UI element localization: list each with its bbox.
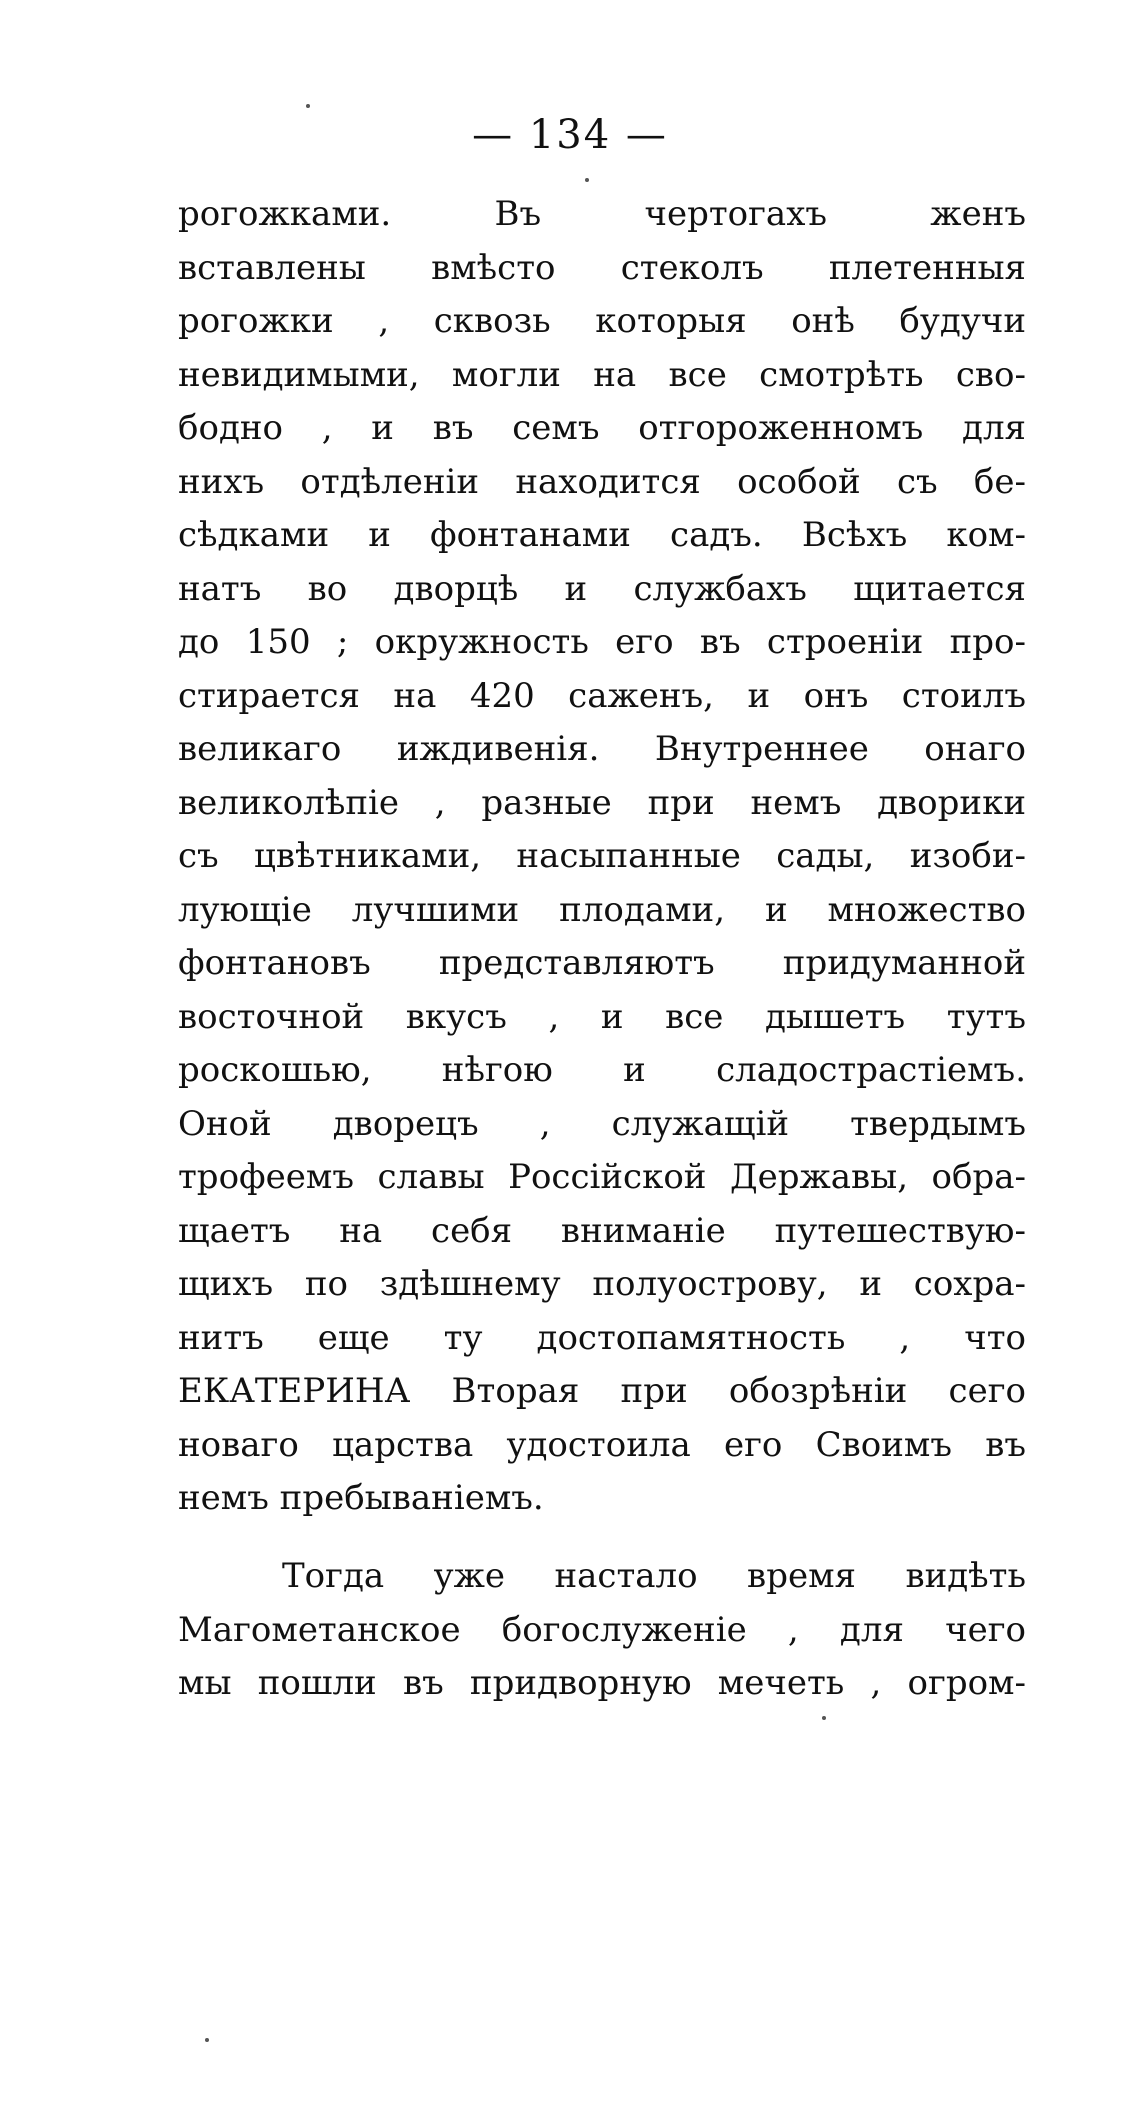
text-line: великолѣпiе , разные при немъ дворики [178, 782, 1026, 823]
print-speck [822, 1716, 826, 1720]
page-number: — 134 — [472, 112, 668, 158]
print-speck [205, 2038, 209, 2042]
text-line: невидимыми, могли на все смотрѣть сво- [178, 354, 1026, 395]
text-line: бодно , и въ семъ отгороженномъ для [178, 408, 1026, 448]
text-line: рогожками. Въ чертогахъ женъ [178, 194, 1026, 234]
text-line: роскошью, нѣгою и сладострастiемъ. [178, 1050, 1026, 1090]
print-speck [585, 178, 589, 182]
print-speck [306, 104, 310, 108]
text-line: нитъ еще ту достопамятность , что [178, 1317, 1026, 1358]
text-line: рогожки , сквозь которыя онѣ будучи [178, 301, 1026, 341]
text-line: трофеемъ славы Россiйской Державы, обра- [178, 1157, 1026, 1197]
text-line: съ цвѣтниками, насыпанные сады, изоби- [178, 836, 1026, 876]
paragraph-1 [178, 188, 1026, 1526]
text-line: стирается на 420 саженъ, и онъ стоилъ [178, 675, 1026, 716]
text-line: Оной дворецъ , служащiй твердымъ [178, 1103, 1026, 1144]
text-line: щаетъ на себя вниманiе путешествую- [178, 1210, 1026, 1251]
text-line: до 150 ; окружность его въ строенiи про- [178, 622, 1026, 662]
text-line: немъ пребыванiемъ. [178, 1478, 544, 1518]
text-line: сѣдками и фонтанами садъ. Всѣхъ ком- [178, 515, 1026, 555]
text-line: лующiе лучшими плодами, и множество [178, 889, 1026, 930]
text-line: фонтановъ представляютъ придуманной [178, 943, 1026, 983]
text-line: натъ во дворцѣ и службахъ щитается [178, 568, 1026, 609]
text-line: ЕКАТЕРИНА Вторая при обозрѣнiи сего [178, 1371, 1026, 1411]
text-line: новаго царства удостоила его Своимъ въ [178, 1424, 1026, 1465]
text-line: мы пошли въ придворную мечеть , огром- [178, 1663, 1026, 1703]
paragraph-2 [178, 1550, 1026, 1711]
text-line: Тогда уже настало время видѣть [282, 1556, 1026, 1596]
text-line: восточной вкусъ , и все дышетъ тутъ [178, 996, 1026, 1037]
text-line: Магометанское богослуженiе , для чего [178, 1609, 1026, 1650]
text-line: великаго иждивенiя. Внутреннее онаго [178, 729, 1026, 769]
text-line: вставлены вмѣсто стеколъ плетенныя [178, 247, 1026, 288]
text-line: нихъ отдѣленiи находится особой съ бе- [178, 461, 1026, 502]
text-line: щихъ по здѣшнему полуострову, и сохра- [178, 1264, 1026, 1304]
